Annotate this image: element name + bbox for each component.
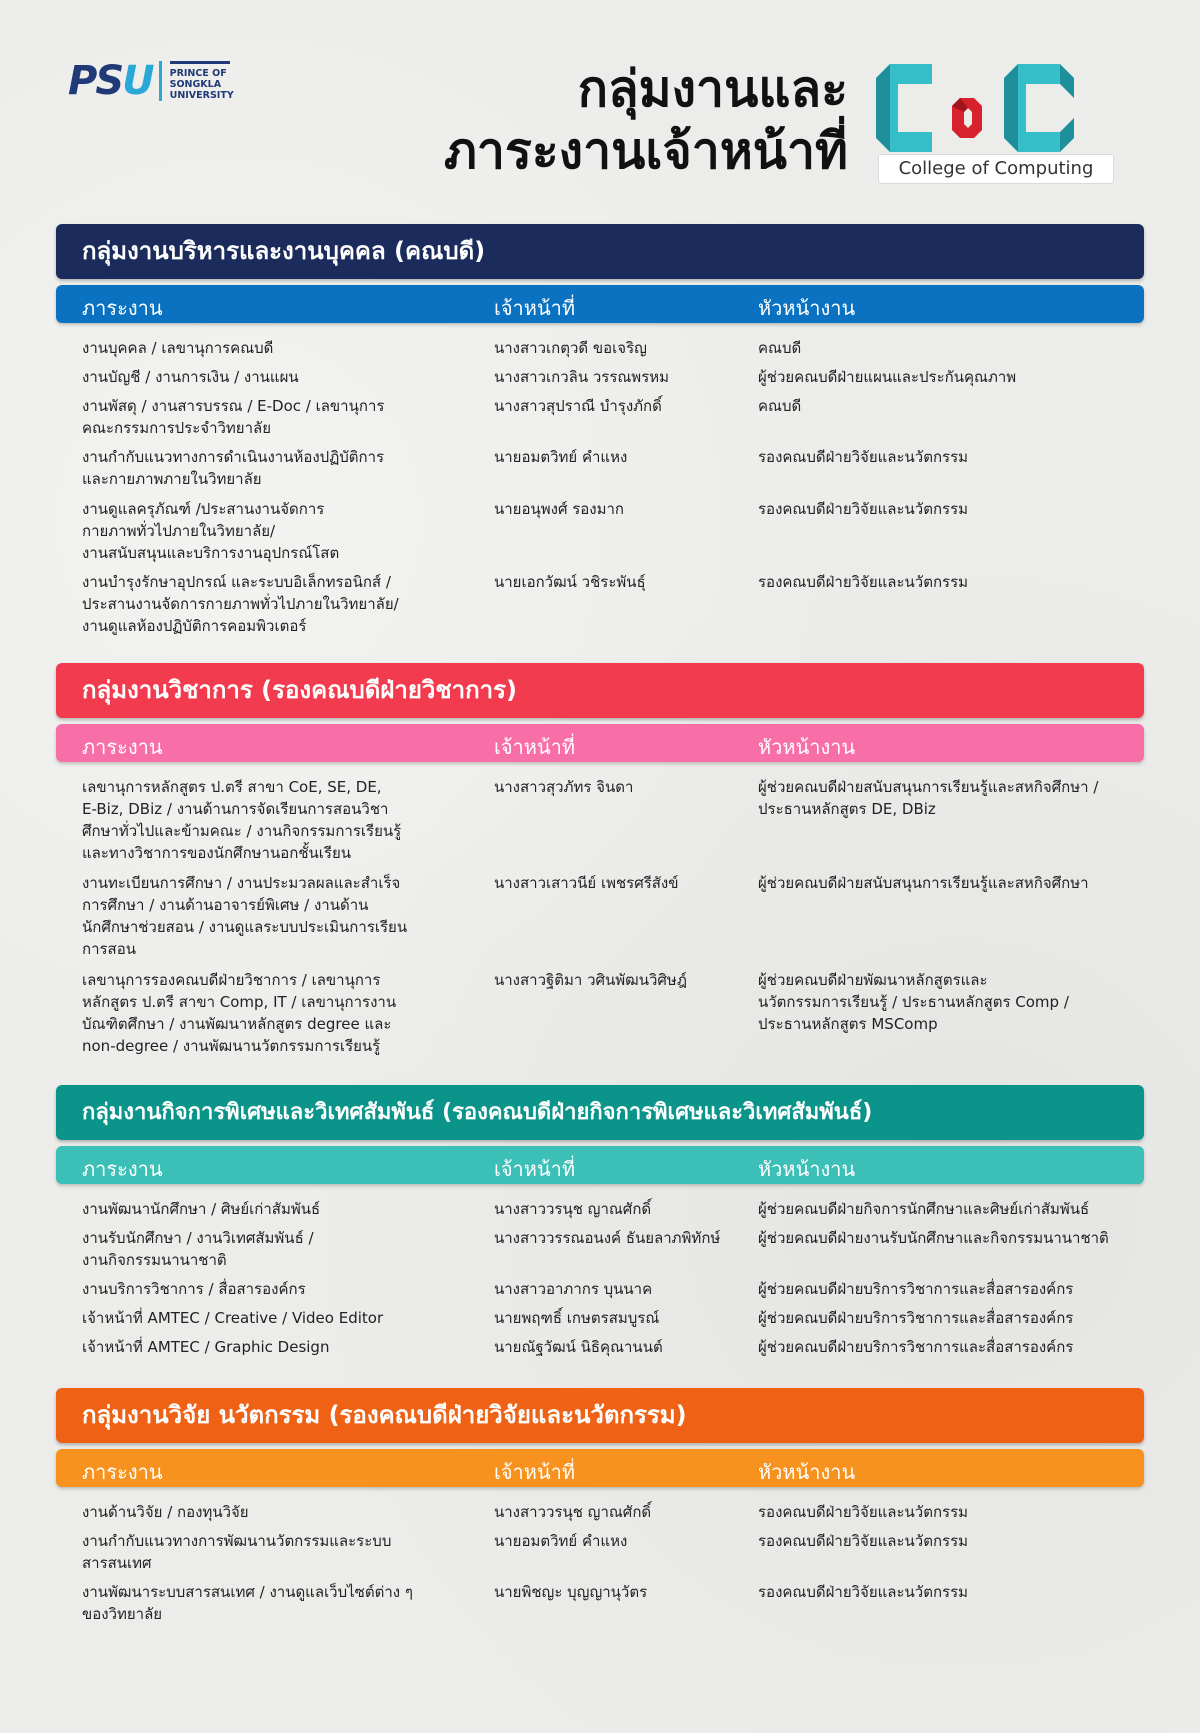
head-cell: ผู้ช่วยคณบดีฝ่ายแผนและประกันคุณภาพ	[758, 368, 1017, 386]
task-cell: งานพัฒนานักศึกษา / ศิษย์เก่าสัมพันธ์	[82, 1200, 321, 1218]
staff-cell: นางสาววรนุช ญาณศักดิ์	[494, 1200, 652, 1218]
task-cell: เจ้าหน้าที่ AMTEC / Creative / Video Editor	[82, 1309, 384, 1327]
table-row	[56, 872, 1144, 969]
column-header-task: ภาระงาน	[82, 1157, 163, 1181]
staff-cell: นายเอกวัฒน์ วชิระพันธุ์	[494, 573, 646, 591]
head-cell: คณบดี	[758, 397, 802, 415]
staff-cell: นางสาวเกวลิน วรรณพรหม	[494, 368, 670, 386]
head-cell: รองคณบดีฝ่ายวิจัยและนวัตกรรม	[758, 573, 969, 591]
column-header-staff: เจ้าหน้าที่	[494, 1460, 576, 1484]
section-rows	[56, 776, 1144, 1065]
section-title: กลุ่มงานวิจัย นวัตกรรม (รองคณบดีฝ่ายวิจัยและนวัตกรรม)	[56, 1388, 1144, 1443]
section-title: กลุ่มงานวิชาการ (รองคณบดีฝ่ายวิชาการ)	[56, 663, 1144, 718]
staff-cell: นายอมตวิทย์ คำแหง	[494, 448, 628, 466]
section-rows	[56, 1198, 1144, 1365]
table-row	[56, 1530, 1144, 1581]
task-cell: งานบุคคล / เลขานุการคณบดี	[82, 339, 274, 357]
table-row	[56, 366, 1144, 395]
task-cell: เลขานุการหลักสูตร ป.ตรี สาขา CoE, SE, DE, E-Biz, DBiz / งานด้านการจัดเรียนการสอนวิชา ศึกษาทั่วไปและข้ามคณะ / งานกิจกรรมการเรียนรู้ และทางวิชาการของนักศึกษานอกชั้นเรียน	[82, 778, 402, 862]
table-row	[56, 1501, 1144, 1530]
column-header-staff: เจ้าหน้าที่	[494, 296, 576, 320]
staff-cell: นางสาวสุปราณี บำรุงภักดิ์	[494, 397, 662, 415]
head-cell: ผู้ช่วยคณบดีฝ่ายกิจการนักศึกษาและศิษย์เก่าสัมพันธ์	[758, 1200, 1090, 1218]
task-cell: งานพัฒนาระบบสารสนเทศ / งานดูแลเว็บไซต์ต่าง ๆ ของวิทยาลัย	[82, 1583, 413, 1623]
head-cell: คณบดี	[758, 339, 802, 357]
column-header-head: หัวหน้างาน	[758, 296, 856, 320]
column-header-staff: เจ้าหน้าที่	[494, 1157, 576, 1181]
table-row	[56, 446, 1144, 498]
task-cell: เจ้าหน้าที่ AMTEC / Graphic Design	[82, 1338, 330, 1356]
section-admin	[56, 224, 1144, 637]
staff-cell: นางสาวเกตุวดี ขอเจริญ	[494, 339, 647, 357]
psu-logo	[68, 58, 234, 104]
table-row	[56, 969, 1144, 1065]
head-cell: รองคณบดีฝ่ายวิจัยและนวัตกรรม	[758, 500, 969, 518]
task-cell: งานบริการวิชาการ / สื่อสารองค์กร	[82, 1280, 306, 1298]
head-cell: รองคณบดีฝ่ายวิจัยและนวัตกรรม	[758, 1583, 969, 1601]
table-row	[56, 1227, 1144, 1278]
task-cell: งานพัสดุ / งานสารบรรณ / E-Doc / เลขานุการ คณะกรรมการประจำวิทยาลัย	[82, 397, 385, 437]
column-header-head: หัวหน้างาน	[758, 735, 856, 759]
task-cell: งานบัญชี / งานการเงิน / งานแผน	[82, 368, 299, 386]
section-special-affairs	[56, 1085, 1144, 1365]
table-row	[56, 1581, 1144, 1632]
staff-cell: นายอมตวิทย์ คำแหง	[494, 1532, 628, 1550]
staff-cell: นางสาวอาภากร บุนนาค	[494, 1280, 653, 1298]
task-cell: งานบำรุงรักษาอุปกรณ์ และระบบอิเล็กทรอนิกส์ / ประสานงานจัดการกายภาพทั่วไปภายในวิทยาลัย/ งานดูแลห้องปฏิบัติการคอมพิวเตอร์	[82, 573, 399, 635]
table-row	[56, 395, 1144, 446]
staff-cell: นางสาววรรณอนงค์ ธันยลาภพิทักษ์	[494, 1229, 721, 1247]
table-row	[56, 498, 1144, 571]
task-cell: เลขานุการรองคณบดีฝ่ายวิชาการ / เลขานุการ หลักสูตร ป.ตรี สาขา Comp, IT / เลขานุการงาน บัณฑิตศึกษา / งานพัฒนาหลักสูตร degree และ non-degree / งานพัฒนานวัตกรรมการเรียนรู้	[82, 971, 397, 1055]
page-title-line-2: ภาระงานเจ้าหน้าที่	[443, 122, 848, 180]
page-title	[444, 58, 848, 182]
section-column-header	[56, 1146, 1144, 1184]
staff-cell: นางสาววรนุช ญาณศักดิ์	[494, 1503, 652, 1521]
section-rows	[56, 1501, 1144, 1632]
table-row	[56, 1307, 1144, 1336]
table-row	[56, 1198, 1144, 1227]
column-header-head: หัวหน้างาน	[758, 1460, 856, 1484]
column-header-task: ภาระงาน	[82, 296, 163, 320]
head-cell: รองคณบดีฝ่ายวิจัยและนวัตกรรม	[758, 1503, 969, 1521]
section-title: กลุ่มงานบริหารและงานบุคคล (คณบดี)	[56, 224, 1144, 279]
head-cell: รองคณบดีฝ่ายวิจัยและนวัตกรรม	[758, 448, 969, 466]
task-cell: งานทะเบียนการศึกษา / งานประมวลผลและสำเร็จ การศึกษา / งานด้านอาจารย์พิเศษ / งานด้าน นักศึกษาช่วยสอน / งานดูแลระบบประเมินการเรียน การสอน	[82, 874, 408, 958]
task-cell: งานรับนักศึกษา / งานวิเทศสัมพันธ์ / งานกิจกรรมนานาชาติ	[82, 1229, 314, 1269]
section-title: กลุ่มงานกิจการพิเศษและวิเทศสัมพันธ์ (รองคณบดีฝ่ายกิจการพิเศษและวิเทศสัมพันธ์)	[56, 1085, 1144, 1140]
column-header-head: หัวหน้างาน	[758, 1157, 856, 1181]
staff-cell: นางสาวเสาวนีย์ เพชรศรีสังข์	[494, 874, 679, 892]
head-cell: ผู้ช่วยคณบดีฝ่ายพัฒนาหลักสูตรและ นวัตกรรมการเรียนรู้ / ประธานหลักสูตร Comp / ประธานหลักสูตร MSComp	[758, 971, 1069, 1033]
task-cell: งานด้านวิจัย / กองทุนวิจัย	[82, 1503, 249, 1521]
table-row	[56, 1278, 1144, 1307]
page-title-line-1: กลุ่มงานและ	[577, 60, 848, 118]
column-header-staff: เจ้าหน้าที่	[494, 735, 576, 759]
table-row	[56, 571, 1144, 637]
section-column-header	[56, 1449, 1144, 1487]
head-cell: ผู้ช่วยคณบดีฝ่ายงานรับนักศึกษาและกิจกรรมนานาชาติ	[758, 1229, 1109, 1247]
psu-university-name: PRINCE OF SONGKLA UNIVERSITY	[170, 61, 234, 101]
staff-cell: นางสาวฐิติมา วศินพัฒนวิศิษฎ์	[494, 971, 687, 989]
table-row	[56, 1336, 1144, 1365]
head-cell: ผู้ช่วยคณบดีฝ่ายบริการวิชาการและสื่อสารองค์กร	[758, 1280, 1074, 1298]
table-row	[56, 337, 1144, 366]
section-column-header	[56, 285, 1144, 323]
psu-divider	[159, 61, 162, 101]
head-cell: รองคณบดีฝ่ายวิจัยและนวัตกรรม	[758, 1532, 969, 1550]
section-research	[56, 1388, 1144, 1632]
coc-logo-subtitle: College of Computing	[878, 154, 1114, 184]
head-cell: ผู้ช่วยคณบดีฝ่ายบริการวิชาการและสื่อสารองค์กร	[758, 1338, 1074, 1356]
psu-wordmark: PSU	[68, 58, 153, 104]
section-academic	[56, 663, 1144, 1065]
table-row	[56, 776, 1144, 872]
section-rows	[56, 337, 1144, 637]
staff-cell: นายอนุพงศ์ รองมาก	[494, 500, 625, 518]
head-cell: ผู้ช่วยคณบดีฝ่ายบริการวิชาการและสื่อสารองค์กร	[758, 1309, 1074, 1327]
task-cell: งานกำกับแนวทางการพัฒนานวัตกรรมและระบบ สารสนเทศ	[82, 1532, 392, 1572]
staff-cell: นายณัฐวัฒน์ นิธิคุณานนต์	[494, 1338, 663, 1356]
task-cell: งานกำกับแนวทางการดำเนินงานห้องปฏิบัติการ และกายภาพภายในวิทยาลัย	[82, 448, 385, 488]
column-header-task: ภาระงาน	[82, 1460, 163, 1484]
section-column-header	[56, 724, 1144, 762]
head-cell: ผู้ช่วยคณบดีฝ่ายสนับสนุนการเรียนรู้และสหกิจศึกษา	[758, 874, 1089, 892]
staff-cell: นายพิชญะ บุญญานุวัตร	[494, 1583, 648, 1601]
staff-cell: นางสาวสุวภัทร จินดา	[494, 778, 634, 796]
head-cell: ผู้ช่วยคณบดีฝ่ายสนับสนุนการเรียนรู้และสหกิจศึกษา / ประธานหลักสูตร DE, DBiz	[758, 778, 1099, 818]
staff-cell: นายพฤฑธิ์ เกษตรสมบูรณ์	[494, 1309, 660, 1327]
task-cell: งานดูแลครุภัณฑ์ /ประสานงานจัดการ กายภาพทั่วไปภายในวิทยาลัย/ งานสนับสนุนและบริการงานอุปกรณ์โสต	[82, 500, 340, 562]
column-header-task: ภาระงาน	[82, 735, 163, 759]
